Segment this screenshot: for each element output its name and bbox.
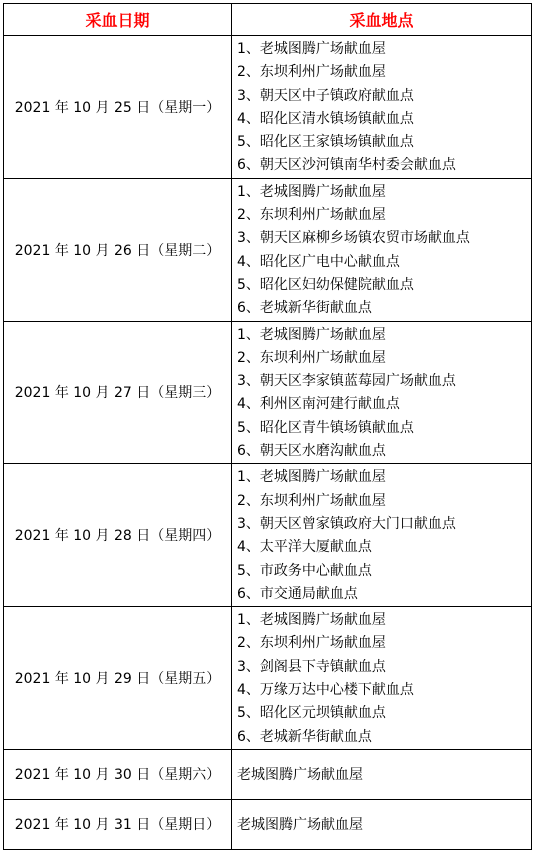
site-item: 6、老城新华街献血点	[237, 728, 372, 745]
site-item: 1、老城图腾广场献血屋	[237, 469, 386, 486]
site-item: 3、朝天区李家镇蓝莓园广场献血点	[237, 373, 456, 390]
header-site: 采血地点	[232, 4, 532, 36]
header-date: 采血日期	[4, 4, 232, 36]
site-item: 2、东坝利州广场献血屋	[237, 64, 386, 81]
row-sites	[232, 607, 532, 750]
row-sites	[232, 178, 532, 321]
site-item: 2、东坝利州广场献血屋	[237, 207, 386, 224]
site-item: 4、太平洋大厦献血点	[237, 539, 372, 556]
site-item: 老城图腾广场献血屋	[232, 749, 532, 799]
site-item: 6、市交通局献血点	[237, 585, 358, 602]
site-item: 4、昭化区广电中心献血点	[237, 253, 400, 270]
row-date: 2021 年 10 月 28 日（星期四）	[4, 464, 232, 607]
site-item: 5、昭化区王家镇场镇献血点	[237, 134, 414, 151]
site-item: 5、市政务中心献血点	[237, 562, 372, 579]
site-item: 3、朝天区曾家镇政府大门口献血点	[237, 515, 456, 532]
site-item: 1、老城图腾广场献血屋	[237, 41, 386, 57]
header-row	[4, 4, 532, 36]
site-item: 4、万缘万达中心楼下献血点	[237, 682, 414, 699]
site-item: 3、朝天区麻柳乡场镇农贸市场献血点	[237, 230, 470, 247]
site-item: 6、朝天区沙河镇南华村委会献血点	[237, 157, 456, 174]
site-item: 2、东坝利州广场献血屋	[237, 349, 386, 366]
site-item: 4、利州区南河建行献血点	[237, 396, 400, 413]
blood-collection-schedule-table	[3, 3, 532, 850]
row-date: 2021 年 10 月 27 日（星期三）	[4, 321, 232, 464]
site-item: 1、老城图腾广场献血屋	[237, 326, 386, 343]
site-item: 1、老城图腾广场献血屋	[237, 612, 386, 629]
schedule-row	[4, 464, 532, 607]
schedule-row	[4, 178, 532, 321]
site-item: 3、朝天区中子镇政府献血点	[237, 87, 414, 104]
site-item: 6、朝天区水磨沟献血点	[237, 443, 386, 460]
site-item: 2、东坝利州广场献血屋	[237, 635, 386, 652]
site-item: 3、剑阁县下寺镇献血点	[237, 658, 386, 675]
site-item: 2、东坝利州广场献血屋	[237, 492, 386, 509]
row-date: 2021 年 10 月 29 日（星期五）	[4, 607, 232, 750]
row-date: 2021 年 10 月 25 日（星期一）	[4, 36, 232, 179]
schedule-row	[4, 799, 532, 849]
schedule-row	[4, 749, 532, 799]
site-item: 1、老城图腾广场献血屋	[237, 183, 386, 200]
site-item: 6、老城新华街献血点	[237, 300, 372, 317]
site-item: 老城图腾广场献血屋	[232, 799, 532, 849]
site-item: 5、昭化区元坝镇献血点	[237, 705, 386, 722]
site-item: 5、昭化区青牛镇场镇献血点	[237, 419, 414, 436]
schedule-row	[4, 607, 532, 750]
site-item: 5、昭化区妇幼保健院献血点	[237, 276, 414, 293]
schedule-row	[4, 36, 532, 179]
row-date: 2021 年 10 月 30 日（星期六）	[4, 749, 232, 799]
row-sites	[232, 464, 532, 607]
row-sites	[232, 36, 532, 179]
row-sites	[232, 321, 532, 464]
row-date: 2021 年 10 月 31 日（星期日）	[4, 799, 232, 849]
schedule-row	[4, 321, 532, 464]
site-item: 4、昭化区清水镇场镇献血点	[237, 110, 414, 127]
row-date: 2021 年 10 月 26 日（星期二）	[4, 178, 232, 321]
